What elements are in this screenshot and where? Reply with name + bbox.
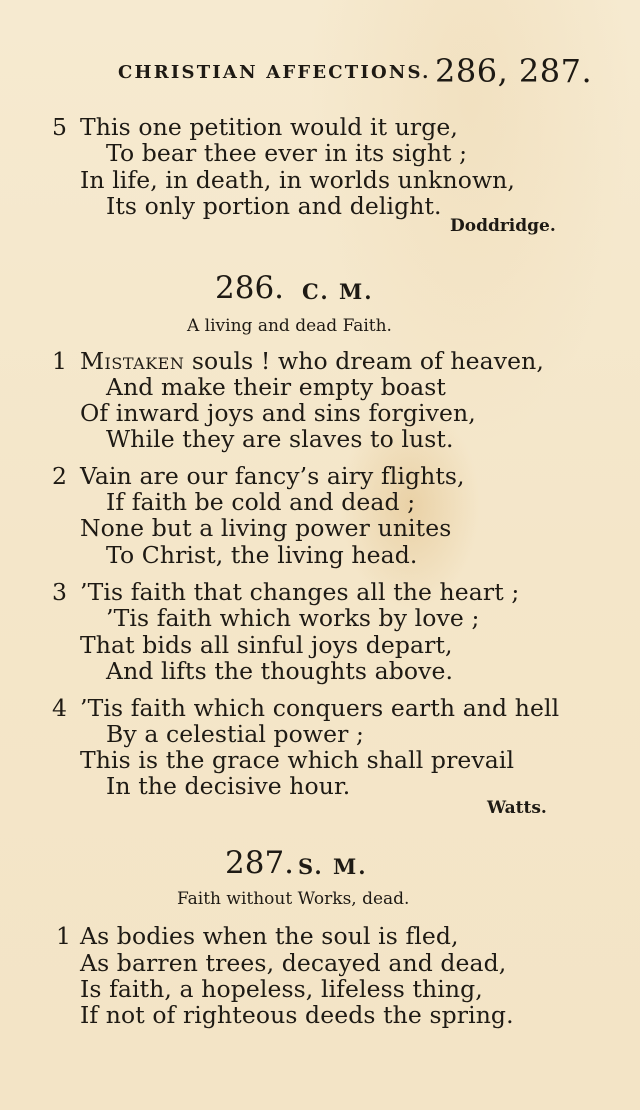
verse-line: Its only portion and delight. xyxy=(106,192,442,220)
verse-line: ’Tis faith which works by love ; xyxy=(106,604,480,632)
verse-line: That bids all sinful joys depart, xyxy=(80,631,453,659)
stanza-number: 5 xyxy=(52,113,67,141)
stanza-number: 1 xyxy=(56,922,71,950)
hymn-title: A living and dead Faith. xyxy=(187,316,392,336)
hymn-number: 287. xyxy=(225,845,295,881)
verse-line: If not of righteous deeds the spring. xyxy=(80,1001,514,1029)
verse-line: ’Tis faith which conquers earth and hell xyxy=(80,694,560,722)
verse-line: This one petition would it urge, xyxy=(80,113,458,141)
verse-line: Is faith, a hopeless, lifeless thing, xyxy=(80,975,483,1003)
verse-line: And lifts the thoughts above. xyxy=(106,657,454,685)
hymn-number: 286. xyxy=(215,270,285,306)
verse-line: If faith be cold and dead ; xyxy=(106,488,416,516)
verse-line: By a celestial power ; xyxy=(106,720,365,748)
verse-line: This is the grace which shall prevail xyxy=(80,746,515,774)
verse-line: While they are slaves to lust. xyxy=(106,425,454,453)
verse-line: To Christ, the living head. xyxy=(106,541,418,569)
verse-line: Of inward joys and sins forgiven, xyxy=(80,399,476,427)
hymn-title: Faith without Works, dead. xyxy=(177,889,410,909)
verse-line xyxy=(80,347,544,375)
verse-line: And make their empty boast xyxy=(106,373,446,401)
verse-line: To bear thee ever in its sight ; xyxy=(106,139,468,167)
author-attribution: Watts. xyxy=(487,798,547,818)
verse-line: In life, in death, in worlds unknown, xyxy=(80,166,515,194)
verse-line: As barren trees, decayed and dead, xyxy=(80,949,507,977)
verse-line: Vain are our fancy’s airy flights, xyxy=(80,462,465,490)
author-attribution: Doddridge. xyxy=(450,216,556,236)
verse-line: In the decisive hour. xyxy=(106,772,351,800)
verse-line: ’Tis faith that changes all the heart ; xyxy=(80,578,520,606)
verse-first-word: Mistaken xyxy=(80,347,185,375)
verse-line: None but a living power unites xyxy=(80,514,452,542)
stanza-number: 4 xyxy=(52,694,67,722)
running-title: CHRISTIAN AFFECTIONS. xyxy=(118,62,431,83)
hymn-meter: C. M. xyxy=(302,279,374,304)
stanza-number: 3 xyxy=(52,578,67,606)
stanza-number: 2 xyxy=(52,462,67,490)
hymn-meter: S. M. xyxy=(298,854,368,879)
page-numbers: 286, 287. xyxy=(435,52,593,90)
verse-line: As bodies when the soul is fled, xyxy=(80,922,459,950)
stanza-number: 1 xyxy=(52,347,67,375)
verse-line-rest: souls ! who dream of heaven, xyxy=(184,347,544,375)
